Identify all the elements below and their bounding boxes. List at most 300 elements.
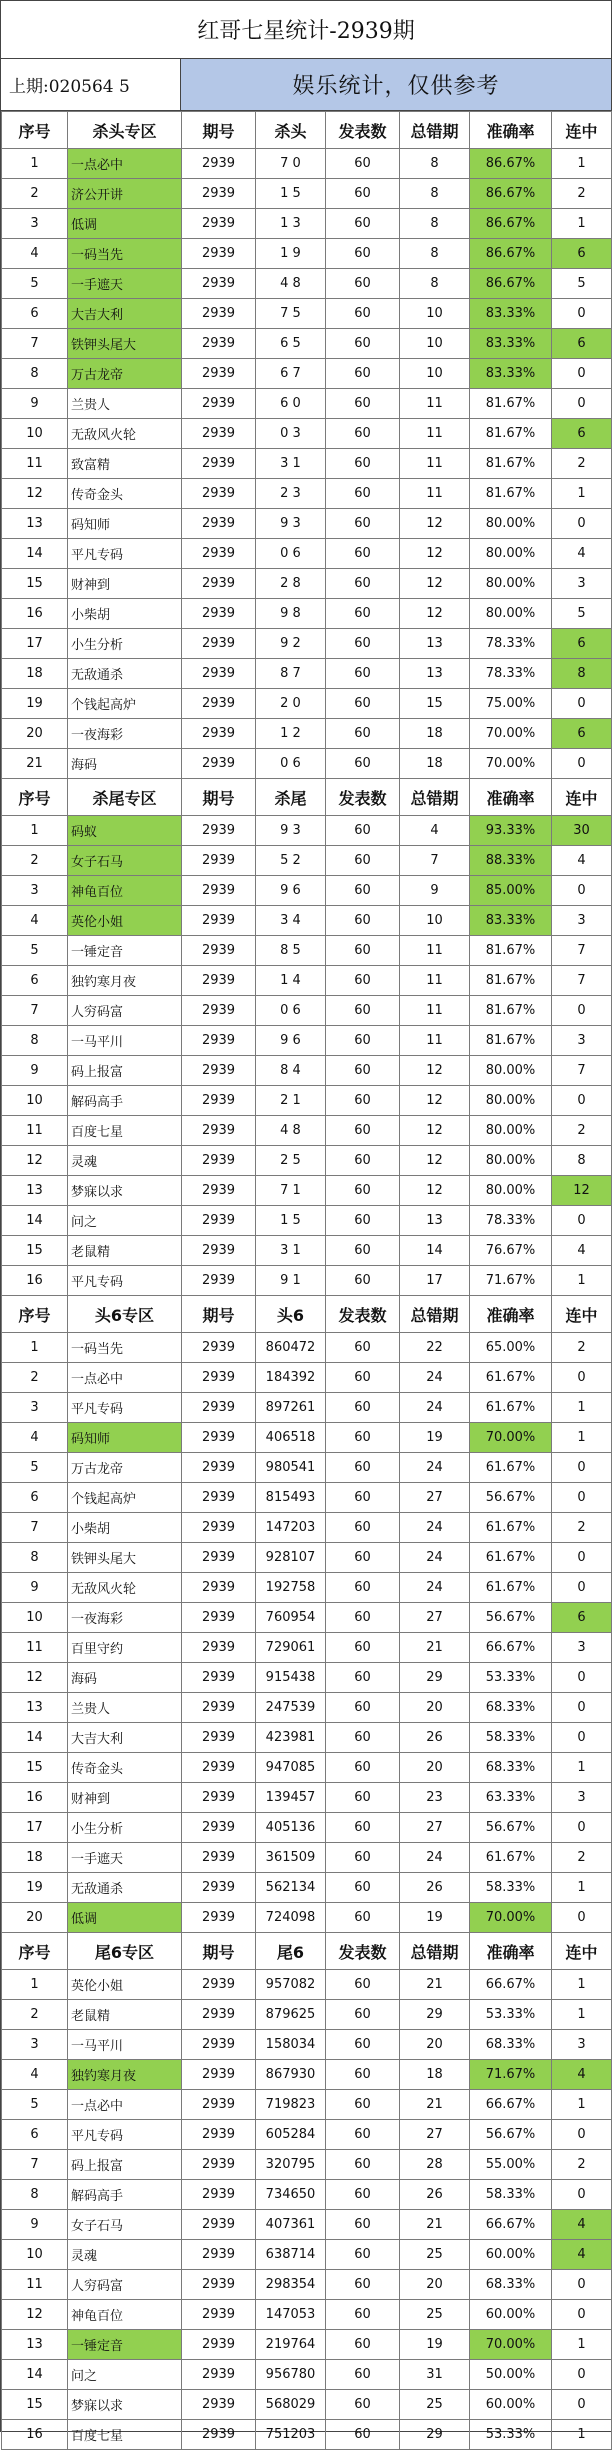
issue-cell: 2939 — [182, 906, 256, 936]
post-count-cell: 60 — [326, 2030, 400, 2060]
accuracy-cell: 56.67% — [470, 1483, 552, 1513]
expert-name-cell: 一点必中 — [68, 1363, 182, 1393]
post-count-cell: 60 — [326, 1663, 400, 1693]
post-count-cell: 60 — [326, 2120, 400, 2150]
index-cell: 2 — [2, 1363, 68, 1393]
prediction-cell: 562134 — [256, 1873, 326, 1903]
expert-name-cell: 百里守约 — [68, 1633, 182, 1663]
miss-count-cell: 8 — [400, 269, 470, 299]
streak-cell: 8 — [552, 1146, 612, 1176]
streak-cell: 2 — [552, 1843, 612, 1873]
expert-name-cell: 万古龙帝 — [68, 1453, 182, 1483]
miss-count-cell: 18 — [400, 2060, 470, 2090]
table-row — [2, 2330, 612, 2360]
miss-count-cell: 10 — [400, 359, 470, 389]
miss-count-cell: 12 — [400, 599, 470, 629]
expert-name-cell: 无敌风火轮 — [68, 1573, 182, 1603]
prediction-cell: 6 7 — [256, 359, 326, 389]
index-cell: 3 — [2, 209, 68, 239]
expert-name-cell: 一码当先 — [68, 239, 182, 269]
miss-count-cell: 10 — [400, 329, 470, 359]
column-header-accuracy: 准确率 — [470, 1933, 552, 1970]
prediction-cell: 719823 — [256, 2090, 326, 2120]
index-cell: 21 — [2, 749, 68, 779]
issue-cell: 2939 — [182, 1633, 256, 1663]
index-cell: 7 — [2, 996, 68, 1026]
prediction-cell: 9 6 — [256, 1026, 326, 1056]
index-cell: 2 — [2, 2000, 68, 2030]
streak-cell: 1 — [552, 1970, 612, 2000]
expert-name-cell: 百度七星 — [68, 2420, 182, 2450]
post-count-cell: 60 — [326, 816, 400, 846]
index-cell: 12 — [2, 479, 68, 509]
expert-name-cell: 梦寐以求 — [68, 2390, 182, 2420]
streak-cell: 2 — [552, 1513, 612, 1543]
column-header-expert-name: 杀尾专区 — [68, 779, 182, 816]
streak-cell: 7 — [552, 1056, 612, 1086]
streak-cell: 0 — [552, 1903, 612, 1933]
prediction-cell: 247539 — [256, 1693, 326, 1723]
miss-count-cell: 11 — [400, 419, 470, 449]
table-row — [2, 1843, 612, 1873]
miss-count-cell: 20 — [400, 2030, 470, 2060]
table-row — [2, 2390, 612, 2420]
post-count-cell: 60 — [326, 719, 400, 749]
accuracy-cell: 66.67% — [470, 1970, 552, 2000]
index-cell: 9 — [2, 389, 68, 419]
expert-name-cell: 梦寐以求 — [68, 1176, 182, 1206]
issue-cell: 2939 — [182, 2240, 256, 2270]
post-count-cell: 60 — [326, 2330, 400, 2360]
expert-name-cell: 平凡专码 — [68, 1393, 182, 1423]
post-count-cell: 60 — [326, 629, 400, 659]
accuracy-cell: 53.33% — [470, 2000, 552, 2030]
accuracy-cell: 81.67% — [470, 1026, 552, 1056]
accuracy-cell: 65.00% — [470, 1333, 552, 1363]
streak-cell: 0 — [552, 1483, 612, 1513]
streak-cell: 30 — [552, 816, 612, 846]
accuracy-cell: 61.67% — [470, 1513, 552, 1543]
prediction-cell: 9 3 — [256, 816, 326, 846]
issue-cell: 2939 — [182, 876, 256, 906]
table-row — [2, 876, 612, 906]
miss-count-cell: 11 — [400, 996, 470, 1026]
prediction-cell: 879625 — [256, 2000, 326, 2030]
streak-cell: 1 — [552, 2090, 612, 2120]
table-row — [2, 1116, 612, 1146]
prediction-cell: 2 3 — [256, 479, 326, 509]
column-header-streak: 连中 — [552, 112, 612, 149]
accuracy-cell: 56.67% — [470, 1603, 552, 1633]
index-cell: 4 — [2, 906, 68, 936]
miss-count-cell: 24 — [400, 1513, 470, 1543]
issue-cell: 2939 — [182, 569, 256, 599]
post-count-cell: 60 — [326, 1633, 400, 1663]
expert-name-cell: 一马平川 — [68, 2030, 182, 2060]
accuracy-cell: 55.00% — [470, 2150, 552, 2180]
streak-cell: 1 — [552, 2420, 612, 2450]
prediction-cell: 7 1 — [256, 1176, 326, 1206]
table-row — [2, 239, 612, 269]
accuracy-cell: 85.00% — [470, 876, 552, 906]
miss-count-cell: 21 — [400, 2090, 470, 2120]
miss-count-cell: 8 — [400, 149, 470, 179]
column-header-miss-count: 总错期 — [400, 779, 470, 816]
issue-cell: 2939 — [182, 2090, 256, 2120]
prediction-cell: 1 4 — [256, 966, 326, 996]
issue-cell: 2939 — [182, 1543, 256, 1573]
index-cell: 2 — [2, 846, 68, 876]
accuracy-cell: 81.67% — [470, 419, 552, 449]
table-row — [2, 1633, 612, 1663]
streak-cell: 0 — [552, 2270, 612, 2300]
streak-cell: 1 — [552, 479, 612, 509]
prediction-cell: 568029 — [256, 2390, 326, 2420]
index-cell: 9 — [2, 2210, 68, 2240]
prediction-cell: 1 2 — [256, 719, 326, 749]
miss-count-cell: 27 — [400, 1603, 470, 1633]
issue-cell: 2939 — [182, 1663, 256, 1693]
table-row — [2, 149, 612, 179]
expert-name-cell: 女子石马 — [68, 2210, 182, 2240]
post-count-cell: 60 — [326, 2420, 400, 2450]
accuracy-cell: 80.00% — [470, 1146, 552, 1176]
miss-count-cell: 20 — [400, 1693, 470, 1723]
expert-name-cell: 小柴胡 — [68, 1513, 182, 1543]
issue-cell: 2939 — [182, 239, 256, 269]
post-count-cell: 60 — [326, 1333, 400, 1363]
issue-cell: 2939 — [182, 2000, 256, 2030]
expert-name-cell: 英伦小姐 — [68, 1970, 182, 2000]
index-cell: 11 — [2, 2270, 68, 2300]
post-count-cell: 60 — [326, 449, 400, 479]
table-row — [2, 2420, 612, 2450]
table-row — [2, 359, 612, 389]
issue-cell: 2939 — [182, 1873, 256, 1903]
column-header-prediction: 杀头 — [256, 112, 326, 149]
issue-cell: 2939 — [182, 1026, 256, 1056]
column-header-issue: 期号 — [182, 1296, 256, 1333]
post-count-cell: 60 — [326, 2360, 400, 2390]
table-row — [2, 629, 612, 659]
table-row — [2, 1663, 612, 1693]
streak-cell: 1 — [552, 1423, 612, 1453]
post-count-cell: 60 — [326, 389, 400, 419]
index-cell: 4 — [2, 2060, 68, 2090]
index-cell: 11 — [2, 449, 68, 479]
post-count-cell: 60 — [326, 1423, 400, 1453]
post-count-cell: 60 — [326, 329, 400, 359]
accuracy-cell: 70.00% — [470, 719, 552, 749]
issue-cell: 2939 — [182, 1266, 256, 1296]
index-cell: 1 — [2, 1333, 68, 1363]
expert-name-cell: 独钓寒月夜 — [68, 966, 182, 996]
prediction-cell: 9 8 — [256, 599, 326, 629]
issue-cell: 2939 — [182, 2210, 256, 2240]
issue-cell: 2939 — [182, 149, 256, 179]
expert-name-cell: 英伦小姐 — [68, 906, 182, 936]
table-row — [2, 846, 612, 876]
miss-count-cell: 13 — [400, 1206, 470, 1236]
post-count-cell: 60 — [326, 1603, 400, 1633]
issue-cell: 2939 — [182, 2300, 256, 2330]
section-header-row — [2, 1933, 612, 1970]
prediction-cell: 915438 — [256, 1663, 326, 1693]
issue-cell: 2939 — [182, 1843, 256, 1873]
table-row — [2, 936, 612, 966]
issue-cell: 2939 — [182, 966, 256, 996]
post-count-cell: 60 — [326, 1723, 400, 1753]
accuracy-cell: 88.33% — [470, 846, 552, 876]
issue-cell: 2939 — [182, 1393, 256, 1423]
table-row — [2, 2090, 612, 2120]
accuracy-cell: 86.67% — [470, 209, 552, 239]
streak-cell: 0 — [552, 689, 612, 719]
accuracy-cell: 58.33% — [470, 1873, 552, 1903]
miss-count-cell: 11 — [400, 449, 470, 479]
accuracy-cell: 78.33% — [470, 1206, 552, 1236]
post-count-cell: 60 — [326, 479, 400, 509]
post-count-cell: 60 — [326, 419, 400, 449]
miss-count-cell: 18 — [400, 719, 470, 749]
miss-count-cell: 8 — [400, 209, 470, 239]
table-row — [2, 1206, 612, 1236]
expert-name-cell: 灵魂 — [68, 1146, 182, 1176]
prediction-cell: 0 6 — [256, 539, 326, 569]
index-cell: 5 — [2, 269, 68, 299]
column-header-prediction: 尾6 — [256, 1933, 326, 1970]
expert-name-cell: 一马平川 — [68, 1026, 182, 1056]
index-cell: 16 — [2, 1783, 68, 1813]
section-header-row — [2, 112, 612, 149]
streak-cell: 4 — [552, 2210, 612, 2240]
expert-name-cell: 济公开讲 — [68, 179, 182, 209]
table-row — [2, 1513, 612, 1543]
accuracy-cell: 71.67% — [470, 1266, 552, 1296]
issue-cell: 2939 — [182, 1903, 256, 1933]
table-row — [2, 2180, 612, 2210]
prediction-cell: 407361 — [256, 2210, 326, 2240]
index-cell: 11 — [2, 1116, 68, 1146]
accuracy-cell: 75.00% — [470, 689, 552, 719]
index-cell: 13 — [2, 2330, 68, 2360]
prediction-cell: 724098 — [256, 1903, 326, 1933]
column-header-issue: 期号 — [182, 112, 256, 149]
prediction-cell: 867930 — [256, 2060, 326, 2090]
expert-name-cell: 小柴胡 — [68, 599, 182, 629]
index-cell: 15 — [2, 1236, 68, 1266]
miss-count-cell: 12 — [400, 539, 470, 569]
streak-cell: 2 — [552, 1333, 612, 1363]
streak-cell: 0 — [552, 749, 612, 779]
accuracy-cell: 93.33% — [470, 816, 552, 846]
miss-count-cell: 12 — [400, 1146, 470, 1176]
prediction-cell: 139457 — [256, 1783, 326, 1813]
accuracy-cell: 86.67% — [470, 149, 552, 179]
prediction-cell: 928107 — [256, 1543, 326, 1573]
post-count-cell: 60 — [326, 239, 400, 269]
index-cell: 10 — [2, 1603, 68, 1633]
prediction-cell: 320795 — [256, 2150, 326, 2180]
column-header-post-count: 发表数 — [326, 1296, 400, 1333]
issue-cell: 2939 — [182, 1056, 256, 1086]
expert-name-cell: 海码 — [68, 749, 182, 779]
post-count-cell: 60 — [326, 179, 400, 209]
accuracy-cell: 80.00% — [470, 1086, 552, 1116]
accuracy-cell: 78.33% — [470, 629, 552, 659]
post-count-cell: 60 — [326, 659, 400, 689]
miss-count-cell: 12 — [400, 1116, 470, 1146]
table-row — [2, 569, 612, 599]
table-row — [2, 419, 612, 449]
index-cell: 13 — [2, 509, 68, 539]
expert-name-cell: 兰贵人 — [68, 389, 182, 419]
streak-cell: 0 — [552, 2120, 612, 2150]
miss-count-cell: 25 — [400, 2390, 470, 2420]
index-cell: 14 — [2, 1206, 68, 1236]
post-count-cell: 60 — [326, 269, 400, 299]
prediction-cell: 9 3 — [256, 509, 326, 539]
issue-cell: 2939 — [182, 2120, 256, 2150]
miss-count-cell: 14 — [400, 1236, 470, 1266]
prediction-cell: 3 1 — [256, 449, 326, 479]
expert-name-cell: 一点必中 — [68, 149, 182, 179]
expert-name-cell: 财神到 — [68, 1783, 182, 1813]
prediction-cell: 7 5 — [256, 299, 326, 329]
table-row — [2, 2060, 612, 2090]
prediction-cell: 729061 — [256, 1633, 326, 1663]
index-cell: 3 — [2, 876, 68, 906]
miss-count-cell: 24 — [400, 1843, 470, 1873]
issue-cell: 2939 — [182, 1206, 256, 1236]
prediction-cell: 3 4 — [256, 906, 326, 936]
streak-cell: 2 — [552, 179, 612, 209]
miss-count-cell: 22 — [400, 1333, 470, 1363]
issue-cell: 2939 — [182, 389, 256, 419]
issue-cell: 2939 — [182, 2030, 256, 2060]
post-count-cell: 60 — [326, 299, 400, 329]
index-cell: 5 — [2, 936, 68, 966]
prediction-cell: 0 6 — [256, 996, 326, 1026]
expert-name-cell: 码蚁 — [68, 816, 182, 846]
miss-count-cell: 20 — [400, 2270, 470, 2300]
post-count-cell: 60 — [326, 599, 400, 629]
prediction-cell: 9 2 — [256, 629, 326, 659]
miss-count-cell: 12 — [400, 509, 470, 539]
streak-cell: 0 — [552, 2180, 612, 2210]
streak-cell: 6 — [552, 719, 612, 749]
table-row — [2, 1423, 612, 1453]
table-row — [2, 2120, 612, 2150]
column-header-expert-name: 尾6专区 — [68, 1933, 182, 1970]
expert-name-cell: 码上报富 — [68, 1056, 182, 1086]
stats-table-body — [2, 112, 612, 2450]
issue-cell: 2939 — [182, 1753, 256, 1783]
index-cell: 18 — [2, 1843, 68, 1873]
post-count-cell: 60 — [326, 1783, 400, 1813]
accuracy-cell: 70.00% — [470, 1423, 552, 1453]
expert-name-cell: 老鼠精 — [68, 1236, 182, 1266]
index-cell: 4 — [2, 239, 68, 269]
streak-cell: 0 — [552, 1813, 612, 1843]
miss-count-cell: 10 — [400, 299, 470, 329]
prediction-cell: 6 5 — [256, 329, 326, 359]
streak-cell: 1 — [552, 209, 612, 239]
miss-count-cell: 11 — [400, 936, 470, 966]
streak-cell: 0 — [552, 509, 612, 539]
accuracy-cell: 68.33% — [470, 1693, 552, 1723]
issue-cell: 2939 — [182, 689, 256, 719]
issue-cell: 2939 — [182, 449, 256, 479]
prediction-cell: 956780 — [256, 2360, 326, 2390]
issue-cell: 2939 — [182, 1453, 256, 1483]
expert-name-cell: 小生分析 — [68, 1813, 182, 1843]
column-header-miss-count: 总错期 — [400, 1296, 470, 1333]
table-row — [2, 1056, 612, 1086]
issue-cell: 2939 — [182, 1363, 256, 1393]
streak-cell: 1 — [552, 1873, 612, 1903]
index-cell: 6 — [2, 966, 68, 996]
column-header-accuracy: 准确率 — [470, 112, 552, 149]
index-cell: 5 — [2, 2090, 68, 2120]
expert-name-cell: 无敌通杀 — [68, 659, 182, 689]
column-header-accuracy: 准确率 — [470, 1296, 552, 1333]
expert-name-cell: 问之 — [68, 2360, 182, 2390]
index-cell: 4 — [2, 1423, 68, 1453]
prediction-cell: 1 9 — [256, 239, 326, 269]
prediction-cell: 3 1 — [256, 1236, 326, 1266]
issue-cell: 2939 — [182, 479, 256, 509]
accuracy-cell: 63.33% — [470, 1783, 552, 1813]
miss-count-cell: 21 — [400, 1970, 470, 2000]
miss-count-cell: 11 — [400, 1026, 470, 1056]
expert-name-cell: 神龟百位 — [68, 876, 182, 906]
expert-name-cell: 大吉大利 — [68, 1723, 182, 1753]
miss-count-cell: 23 — [400, 1783, 470, 1813]
prediction-cell: 406518 — [256, 1423, 326, 1453]
accuracy-cell: 56.67% — [470, 1813, 552, 1843]
index-cell: 13 — [2, 1693, 68, 1723]
expert-name-cell: 一锤定音 — [68, 936, 182, 966]
sub-header — [1, 59, 611, 111]
post-count-cell: 60 — [326, 209, 400, 239]
streak-cell: 2 — [552, 449, 612, 479]
issue-cell: 2939 — [182, 1573, 256, 1603]
index-cell: 14 — [2, 539, 68, 569]
miss-count-cell: 24 — [400, 1363, 470, 1393]
post-count-cell: 60 — [326, 966, 400, 996]
post-count-cell: 60 — [326, 2090, 400, 2120]
table-row — [2, 179, 612, 209]
table-row — [2, 1970, 612, 2000]
miss-count-cell: 24 — [400, 1453, 470, 1483]
issue-cell: 2939 — [182, 1783, 256, 1813]
index-cell: 10 — [2, 2240, 68, 2270]
miss-count-cell: 12 — [400, 1056, 470, 1086]
streak-cell: 0 — [552, 1363, 612, 1393]
accuracy-cell: 66.67% — [470, 2210, 552, 2240]
miss-count-cell: 12 — [400, 1176, 470, 1206]
index-cell: 3 — [2, 2030, 68, 2060]
stats-table — [1, 111, 612, 2450]
table-row — [2, 1393, 612, 1423]
expert-name-cell: 传奇金头 — [68, 1753, 182, 1783]
prediction-cell: 957082 — [256, 1970, 326, 2000]
streak-cell: 1 — [552, 2000, 612, 2030]
accuracy-cell: 61.67% — [470, 1573, 552, 1603]
accuracy-cell: 86.67% — [470, 269, 552, 299]
issue-cell: 2939 — [182, 179, 256, 209]
